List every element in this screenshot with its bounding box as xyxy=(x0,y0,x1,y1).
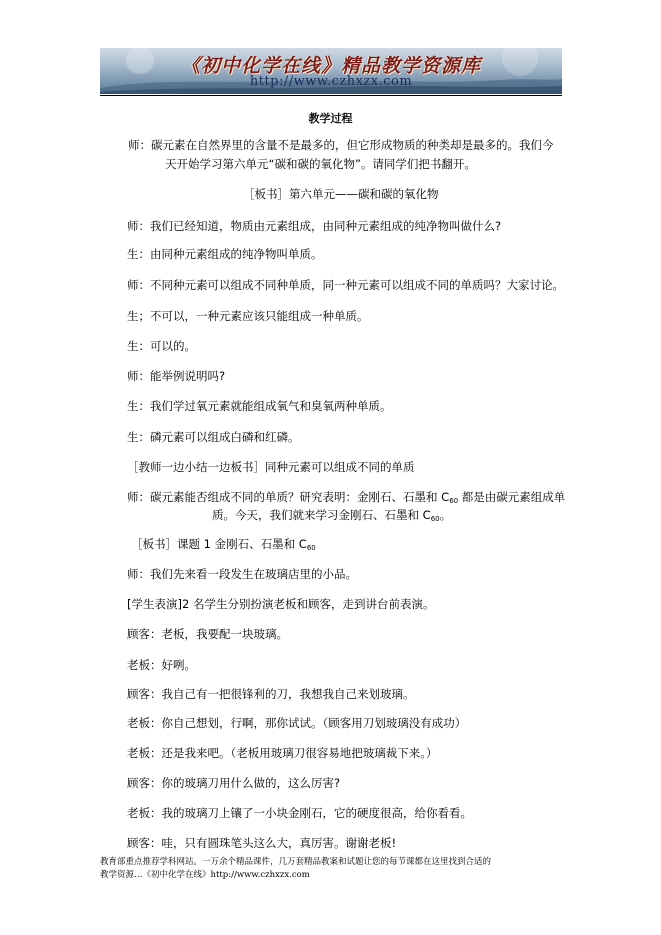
paragraph-line: 师：我们已经知道，物质由元素组成，由同种元素组成的纯净物叫做什么? xyxy=(127,219,502,233)
page-heading: 教学过程 xyxy=(308,112,353,125)
banner-url[interactable]: http://www.czhxzx.com xyxy=(249,74,413,89)
board-note: ［教师一边小结一边板书］同种元素可以组成不同的单质 xyxy=(127,460,415,474)
paragraph-line: 生；不可以，一种元素应该只能组成一种单质。 xyxy=(127,309,369,323)
paragraph-line: 师：碳元素能否组成不同的单质？研究表明：金刚石、石墨和 $C_{60}$ 都是由碳元素组成单 xyxy=(127,490,566,505)
paragraph-line: 顾客：我自己有一把很锋利的刀，我想我自己来划玻璃。 xyxy=(127,687,415,701)
header-banner xyxy=(100,48,562,94)
footer-note xyxy=(100,856,570,882)
header-divider xyxy=(100,95,562,96)
footer-line: 教学资源…《初中化学在线》http://www.czhxzx.com xyxy=(100,870,310,880)
paragraph-line: 顾客：你的玻璃刀用什么做的，这么厉害? xyxy=(127,776,341,790)
paragraph-line: 师：我们先来看一段发生在玻璃店里的小品。 xyxy=(127,567,357,581)
footer-line: 教育部重点推荐学科网站。一万余个精品课件，几万套精品教案和试题让您的每节课都在这里找到合适的 xyxy=(100,857,492,867)
board-note: ［板书］第六单元——碳和碳的氧化物 xyxy=(243,187,439,201)
paragraph-line: 老板：好咧。 xyxy=(127,658,196,672)
paragraph-line: 顾客：哇，只有圆珠笔头这么大，真厉害。谢谢老板! xyxy=(127,836,397,850)
paragraph-line: 生：由同种元素组成的纯净物叫单质。 xyxy=(127,247,323,261)
paragraph-line: 师：碳元素在自然界里的含量不是最多的，但它形成物质的种类却是最多的。我们今 xyxy=(128,138,554,152)
paragraph-line: 老板：你自己想划，行啊，那你试试。（顾客用刀划玻璃没有成功） xyxy=(127,716,467,730)
paragraph-line: 质。今天，我们就来学习金刚石、石墨和 $C_{60}$。 xyxy=(212,508,452,523)
paragraph-line: 生：我们学过氧元素就能组成氧气和臭氧两种单质。 xyxy=(127,399,392,413)
paragraph-line: 天开始学习第六单元“碳和碳的氧化物”。请同学们把书翻开。 xyxy=(165,157,476,171)
paragraph-line: 师：不同种元素可以组成不同种单质，同一种元素可以组成不同的单质吗？大家讨论。 xyxy=(127,278,564,292)
paragraph-line: [学生表演]2 名学生分别扮演老板和顾客，走到讲台前表演。 xyxy=(127,597,435,611)
paragraph-line: 老板：我的玻璃刀上镶了一小块金刚石，它的硬度很高，给你看看。 xyxy=(127,806,472,820)
paragraph-line: 老板：还是我来吧。（老板用玻璃刀很容易地把玻璃裁下来。） xyxy=(127,746,438,760)
banner-title: 《初中化学在线》精品教学资源库 xyxy=(180,55,481,77)
paragraph-line: 生：磷元素可以组成白磷和红磷。 xyxy=(127,430,300,444)
paragraph-line: 师：能举例说明吗? xyxy=(127,369,226,383)
paragraph-line: 顾客：老板，我要配一块玻璃。 xyxy=(127,627,288,641)
board-note: ［板书］课题 1 金刚石、石墨和 $C_{60}$ xyxy=(131,537,316,552)
paragraph-line: 生：可以的。 xyxy=(127,339,196,353)
